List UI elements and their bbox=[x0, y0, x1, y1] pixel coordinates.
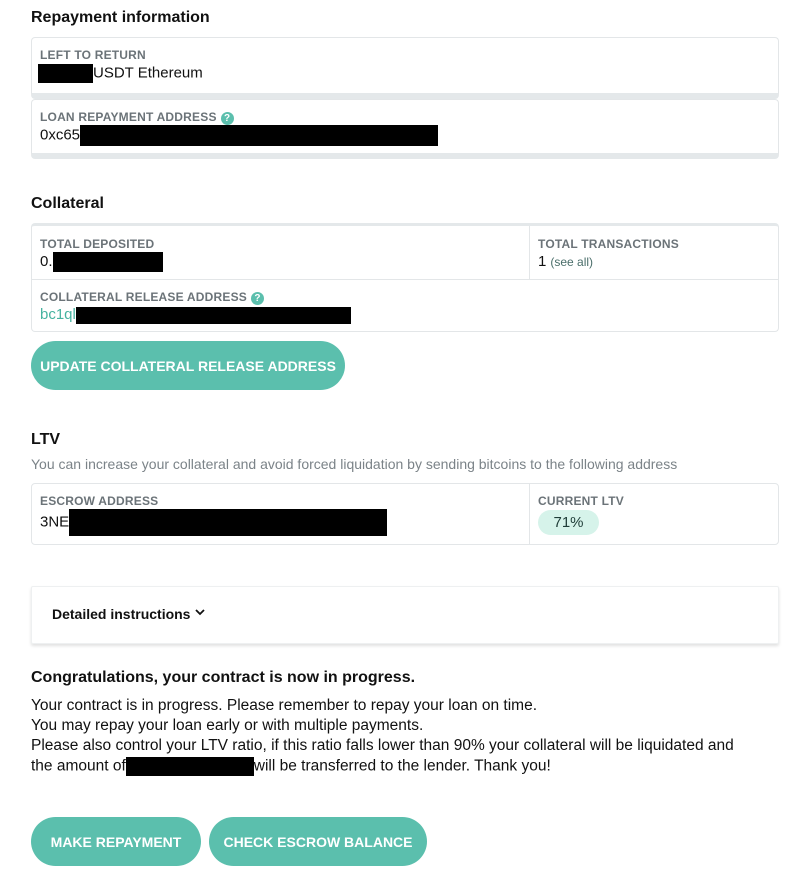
make-repayment-button[interactable]: MAKE REPAYMENT bbox=[31, 817, 201, 866]
total-deposited-value bbox=[40, 252, 163, 272]
column-divider bbox=[529, 226, 530, 279]
escrow-address-label: ESCROW ADDRESS bbox=[40, 494, 159, 508]
progress-line-3: Please also control your LTV ratio, if this ratio falls lower than 90% your collateral will be liquidated and bbox=[31, 737, 734, 754]
release-address-prefix: bc1ql bbox=[40, 306, 76, 323]
repayment-address-prefix: 0xc65 bbox=[40, 126, 81, 144]
see-all-link[interactable]: (see all) bbox=[550, 255, 594, 269]
release-address-label: COLLATERAL RELEASE ADDRESS bbox=[40, 290, 247, 304]
release-address-value[interactable] bbox=[40, 306, 351, 324]
release-address-label-row bbox=[40, 290, 264, 305]
collateral-card bbox=[31, 223, 779, 332]
total-deposited-prefix: 0. bbox=[40, 252, 53, 270]
repayment-address-card bbox=[31, 99, 779, 159]
repayment-title: Repayment information bbox=[31, 9, 210, 26]
total-transactions-count: 1 bbox=[538, 253, 547, 270]
total-transactions-value bbox=[538, 253, 593, 270]
current-ltv-cell bbox=[530, 484, 780, 544]
update-release-address-button[interactable]: UPDATE COLLATERAL RELEASE ADDRESS bbox=[31, 341, 345, 390]
current-ltv-badge: 71% bbox=[538, 510, 599, 535]
progress-line-4-suffix: will be transferred to the lender. Thank you! bbox=[253, 757, 551, 775]
redacted-amount bbox=[38, 64, 93, 83]
check-escrow-balance-button[interactable]: CHECK ESCROW BALANCE bbox=[209, 817, 427, 866]
left-to-return-label: LEFT TO RETURN bbox=[40, 48, 146, 62]
redacted-deposit bbox=[53, 252, 163, 272]
redacted-release-address bbox=[76, 307, 351, 324]
progress-line-2: You may repay your loan early or with multiple payments. bbox=[31, 717, 424, 734]
total-transactions-label: TOTAL TRANSACTIONS bbox=[538, 237, 679, 251]
detailed-instructions-label: Detailed instructions bbox=[52, 606, 191, 622]
help-icon[interactable]: ? bbox=[221, 112, 234, 125]
total-deposited-label: TOTAL DEPOSITED bbox=[40, 237, 155, 251]
progress-line-1: Your contract is in progress. Please remember to repay your loan on time. bbox=[31, 697, 538, 714]
chevron-down-icon bbox=[194, 605, 206, 621]
help-icon[interactable]: ? bbox=[251, 292, 264, 305]
detailed-instructions-toggle[interactable] bbox=[31, 586, 779, 644]
escrow-address-value[interactable] bbox=[40, 509, 387, 536]
repayment-address-label-row bbox=[40, 110, 234, 125]
redacted-escrow-address bbox=[69, 509, 387, 536]
escrow-card bbox=[31, 483, 779, 545]
progress-title: Congratulations, your contract is now in progress. bbox=[31, 669, 416, 686]
left-to-return-value bbox=[38, 64, 203, 83]
progress-line-4-prefix: the amount of bbox=[31, 757, 126, 775]
progress-line-4 bbox=[31, 757, 551, 776]
repayment-address-value[interactable] bbox=[40, 125, 438, 146]
left-to-return-suffix: USDT Ethereum bbox=[93, 64, 203, 82]
redacted-amount bbox=[126, 757, 254, 776]
collateral-title: Collateral bbox=[31, 195, 104, 212]
current-ltv-label: CURRENT LTV bbox=[538, 494, 624, 508]
redacted-address bbox=[80, 125, 438, 146]
ltv-description: You can increase your collateral and avoid forced liquidation by sending bitcoins to the following address bbox=[31, 456, 678, 472]
row-divider bbox=[32, 279, 778, 280]
left-to-return-card bbox=[31, 37, 779, 99]
ltv-title: LTV bbox=[31, 431, 61, 448]
escrow-address-prefix: 3NE bbox=[40, 513, 70, 531]
repayment-address-label: LOAN REPAYMENT ADDRESS bbox=[40, 110, 217, 124]
